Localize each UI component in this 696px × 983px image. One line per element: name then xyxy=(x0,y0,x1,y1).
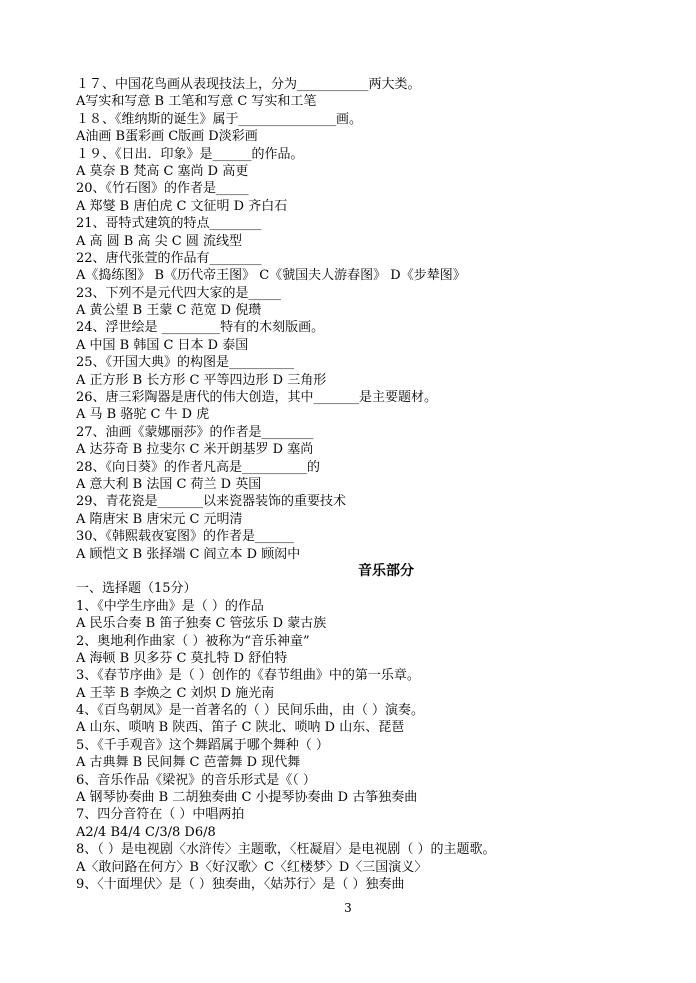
question-text: 5、《千手观音》这个舞蹈属于哪个舞种（ ） xyxy=(76,737,329,753)
answer-options: A 高 圆 B 高 尖 C 圆 流线型 xyxy=(76,233,242,249)
question-text: 22、唐代张萱的作品有________ xyxy=(76,250,262,266)
answer-options: A《捣练图》 B《历代帝王图》 C《虢国夫人游春图》 D《步辇图》 xyxy=(76,268,466,284)
answer-options: A 古典舞 B 民间舞 C 芭蕾舞 D 现代舞 xyxy=(76,755,301,771)
question-text: 7、四分音符在（ ）中唱两拍 xyxy=(76,807,245,823)
section-heading: 音乐部分 xyxy=(358,562,414,579)
question-text: 4、《百鸟朝凤》是一首著名的（ ）民间乐曲，由（ ）演奏。 xyxy=(76,703,425,719)
answer-options: A 民乐合奏 B 笛子独奏 C 管弦乐 D 蒙古族 xyxy=(76,616,327,632)
answer-options: A 达芬奇 B 拉斐尔 C 米开朗基罗 D 塞尚 xyxy=(76,442,314,458)
answer-options: A 王莘 B 李焕之 C 刘炽 D 施光南 xyxy=(76,685,275,701)
answer-options: A 莫奈 B 梵高 C 塞尚 D 高更 xyxy=(76,163,249,179)
question-text: 9、〈十面埋伏〉是（ ）独奏曲，〈姑苏行〉是（ ）独奏曲 xyxy=(76,876,405,892)
question-list xyxy=(76,76,636,893)
question-text: 1、《中学生序曲》是（ ）的作品 xyxy=(76,598,264,614)
answer-options: A 黄公望 B 王蒙 C 范宽 D 倪瓒 xyxy=(76,303,262,319)
answer-options: A 钢琴协奏曲 B 二胡独奏曲 C 小提琴协奏曲 D 古筝独奏曲 xyxy=(76,790,418,806)
question-text: 2、奥地利作曲家（ ）被称为“音乐神童” xyxy=(76,633,310,649)
answer-options: A油画 B蛋彩画 C版画 D淡彩画 xyxy=(76,129,258,145)
question-text: １８、《维纳斯的诞生》属于_______________画。 xyxy=(76,111,363,127)
question-text: 21、哥特式建筑的特点________ xyxy=(76,216,262,232)
answer-options: A 马 B 骆驼 C 牛 D 虎 xyxy=(76,407,210,423)
question-text: 30、《韩熙载夜宴图》的作者是______ xyxy=(76,529,295,545)
question-text: 25、《开国大典》的构图是__________ xyxy=(76,355,295,371)
answer-options: A 郑燮 B 唐伯虎 C 文征明 D 齐白石 xyxy=(76,198,288,214)
question-text: 26、唐三彩陶器是唐代的伟大创造，其中_______是主要题材。 xyxy=(76,390,438,406)
question-text: 23、下列不是元代四大家的是_____ xyxy=(76,285,282,301)
answer-options: A 意大利 B 法国 C 荷兰 D 英国 xyxy=(76,476,262,492)
question-text: 27、油画《蒙娜丽莎》的作者是________ xyxy=(76,424,314,440)
question-text: 8、（ ）是电视剧〈水浒传〉主题歌，〈枉凝眉〉是电视剧（ ）的主题歌。 xyxy=(76,842,496,858)
question-text: 28、《向日葵》的作者凡高是__________的 xyxy=(76,459,321,475)
page-number: 3 xyxy=(344,901,352,915)
answer-options: A2/4 B4/4 C/3/8 D6/8 xyxy=(76,824,216,840)
question-text: １７、中国花鸟画从表现技法上，分为___________两大类。 xyxy=(76,77,421,92)
question-text: 6、音乐作品《梁祝》的音乐形式是《（ ） xyxy=(76,772,316,788)
question-text: 20、《竹石图》的作者是_____ xyxy=(76,181,249,197)
answer-options: A〈敢问路在何方〉B〈好汉歌〉C〈红楼梦〉D〈三国演义〉 xyxy=(76,859,428,875)
answer-options: A写实和写意 B 工笔和写意 C 写实和工笔 xyxy=(76,94,317,110)
answer-options: A 隋唐宋 B 唐宋元 C 元明清 xyxy=(76,511,243,527)
question-text: 29、青花瓷是_______以来瓷器装饰的重要技术 xyxy=(76,494,347,510)
answer-options: A 中国 B 韩国 C 日本 D 泰国 xyxy=(76,337,249,353)
question-text: １９、《日出．印象》是______的作品。 xyxy=(76,146,304,162)
answer-options: A 海顿 B 贝多芬 C 莫扎特 D 舒伯特 xyxy=(76,650,288,666)
question-text: 一、选择题（15分） xyxy=(76,581,197,597)
question-text: 24、浮世绘是 _________特有的木刻版画。 xyxy=(76,320,325,336)
question-text: 3、《春节序曲》是（ ）创作的《春节组曲》中的第一乐章。 xyxy=(76,668,420,684)
answer-options: A 顾恺文 B 张择端 C 阎立本 D 顾闳中 xyxy=(76,546,301,562)
answer-options: A 正方形 B 长方形 C 平等四边形 D 三角形 xyxy=(76,372,327,388)
answer-options: A 山东、唢呐 B 陕西、笛子 C 陕北、唢呐 D 山东、琵琶 xyxy=(76,720,405,736)
